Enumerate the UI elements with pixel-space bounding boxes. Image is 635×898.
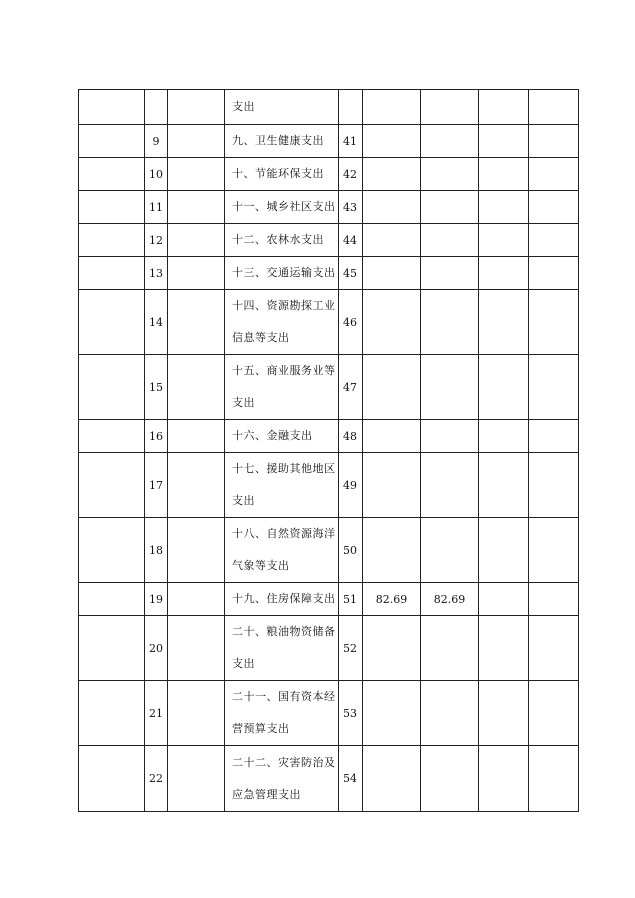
blank-cell [79,158,145,191]
item-name-cell: 二十二、灾害防治及应急管理支出 [225,746,339,812]
line-number-cell: 54 [339,746,363,812]
blank-cell [168,453,225,518]
item-name-cell: 二十一、国有资本经营预算支出 [225,681,339,746]
blank-cell [529,224,579,257]
blank-cell [79,583,145,616]
blank-cell [479,420,529,453]
blank-cell [479,583,529,616]
amount-cell [363,158,421,191]
blank-cell [168,90,225,125]
table-row [79,290,579,355]
item-name-cell: 十一、城乡社区支出 [225,191,339,224]
row-number-cell: 9 [145,125,168,158]
amount-cell [421,191,479,224]
blank-cell [79,90,145,125]
table-row [79,518,579,583]
amount-cell [363,420,421,453]
amount-cell [421,290,479,355]
blank-cell [168,420,225,453]
amount-cell [421,355,479,420]
amount-cell [363,257,421,290]
amount-cell [363,191,421,224]
blank-cell [529,746,579,812]
table-row [79,583,579,616]
amount-cell [421,90,479,125]
blank-cell [479,90,529,125]
table-row [79,355,579,420]
blank-cell [168,290,225,355]
item-name-cell: 十三、交通运输支出 [225,257,339,290]
item-name-cell: 十五、商业服务业等支出 [225,355,339,420]
blank-cell [529,453,579,518]
amount-cell [421,746,479,812]
row-number-cell: 15 [145,355,168,420]
amount-cell [363,518,421,583]
budget-expenditure-table [78,89,579,812]
blank-cell [529,257,579,290]
line-number-cell: 43 [339,191,363,224]
blank-cell [79,257,145,290]
table-row [79,453,579,518]
item-name-cell: 二十、粮油物资储备支出 [225,616,339,681]
blank-cell [168,158,225,191]
row-number-cell: 20 [145,616,168,681]
line-number-cell: 46 [339,290,363,355]
amount-cell [421,616,479,681]
line-number-cell: 47 [339,355,363,420]
amount-cell [363,224,421,257]
blank-cell [168,616,225,681]
line-number-cell: 44 [339,224,363,257]
blank-cell [479,355,529,420]
table-row [79,420,579,453]
blank-cell [168,746,225,812]
amount-cell [421,453,479,518]
blank-cell [79,453,145,518]
blank-cell [529,355,579,420]
amount-cell [363,453,421,518]
row-number-cell: 12 [145,224,168,257]
amount-cell [421,518,479,583]
amount-cell [421,681,479,746]
table-row [79,616,579,681]
blank-cell [79,125,145,158]
blank-cell [79,518,145,583]
table-row [79,257,579,290]
blank-cell [479,224,529,257]
amount-cell [363,355,421,420]
blank-cell [168,191,225,224]
item-name-cell: 十六、金融支出 [225,420,339,453]
blank-cell [79,191,145,224]
blank-cell [479,290,529,355]
blank-cell [168,257,225,290]
blank-cell [168,125,225,158]
blank-cell [79,746,145,812]
line-number-cell [339,90,363,125]
amount-cell: 82.69 [421,583,479,616]
blank-cell [529,191,579,224]
table-row [79,90,579,125]
item-name-cell: 支出 [225,90,339,125]
row-number-cell: 11 [145,191,168,224]
amount-cell [421,158,479,191]
blank-cell [168,355,225,420]
line-number-cell: 48 [339,420,363,453]
blank-cell [479,746,529,812]
blank-cell [479,158,529,191]
amount-cell [421,224,479,257]
blank-cell [529,616,579,681]
row-number-cell: 10 [145,158,168,191]
blank-cell [529,681,579,746]
table-row [79,746,579,812]
line-number-cell: 51 [339,583,363,616]
line-number-cell: 41 [339,125,363,158]
line-number-cell: 52 [339,616,363,681]
table-row [79,191,579,224]
row-number-cell: 18 [145,518,168,583]
line-number-cell: 49 [339,453,363,518]
table-row [79,125,579,158]
blank-cell [529,158,579,191]
amount-cell [421,420,479,453]
blank-cell [529,420,579,453]
blank-cell [145,90,168,125]
amount-cell [363,90,421,125]
table-row [79,158,579,191]
amount-cell [421,125,479,158]
row-number-cell: 22 [145,746,168,812]
blank-cell [79,355,145,420]
row-number-cell: 19 [145,583,168,616]
blank-cell [479,616,529,681]
item-name-cell: 九、卫生健康支出 [225,125,339,158]
amount-cell [363,616,421,681]
blank-cell [168,518,225,583]
row-number-cell: 14 [145,290,168,355]
item-name-cell: 十七、援助其他地区支出 [225,453,339,518]
amount-cell [363,290,421,355]
row-number-cell: 13 [145,257,168,290]
blank-cell [479,125,529,158]
blank-cell [529,290,579,355]
item-name-cell: 十二、农林水支出 [225,224,339,257]
amount-cell [363,125,421,158]
row-number-cell: 17 [145,453,168,518]
blank-cell [79,290,145,355]
line-number-cell: 53 [339,681,363,746]
blank-cell [529,125,579,158]
item-name-cell: 十、节能环保支出 [225,158,339,191]
blank-cell [79,681,145,746]
amount-cell [363,681,421,746]
blank-cell [168,583,225,616]
amount-cell [363,746,421,812]
blank-cell [479,453,529,518]
item-name-cell: 十八、自然资源海洋气象等支出 [225,518,339,583]
blank-cell [479,681,529,746]
blank-cell [168,681,225,746]
blank-cell [79,224,145,257]
blank-cell [479,518,529,583]
table-row [79,681,579,746]
blank-cell [479,191,529,224]
blank-cell [529,518,579,583]
table-row [79,224,579,257]
amount-cell [421,257,479,290]
line-number-cell: 42 [339,158,363,191]
row-number-cell: 21 [145,681,168,746]
line-number-cell: 50 [339,518,363,583]
blank-cell [168,224,225,257]
blank-cell [79,616,145,681]
blank-cell [479,257,529,290]
row-number-cell: 16 [145,420,168,453]
item-name-cell: 十四、资源勘探工业信息等支出 [225,290,339,355]
line-number-cell: 45 [339,257,363,290]
blank-cell [79,420,145,453]
blank-cell [529,583,579,616]
amount-cell: 82.69 [363,583,421,616]
blank-cell [529,90,579,125]
item-name-cell: 十九、住房保障支出 [225,583,339,616]
